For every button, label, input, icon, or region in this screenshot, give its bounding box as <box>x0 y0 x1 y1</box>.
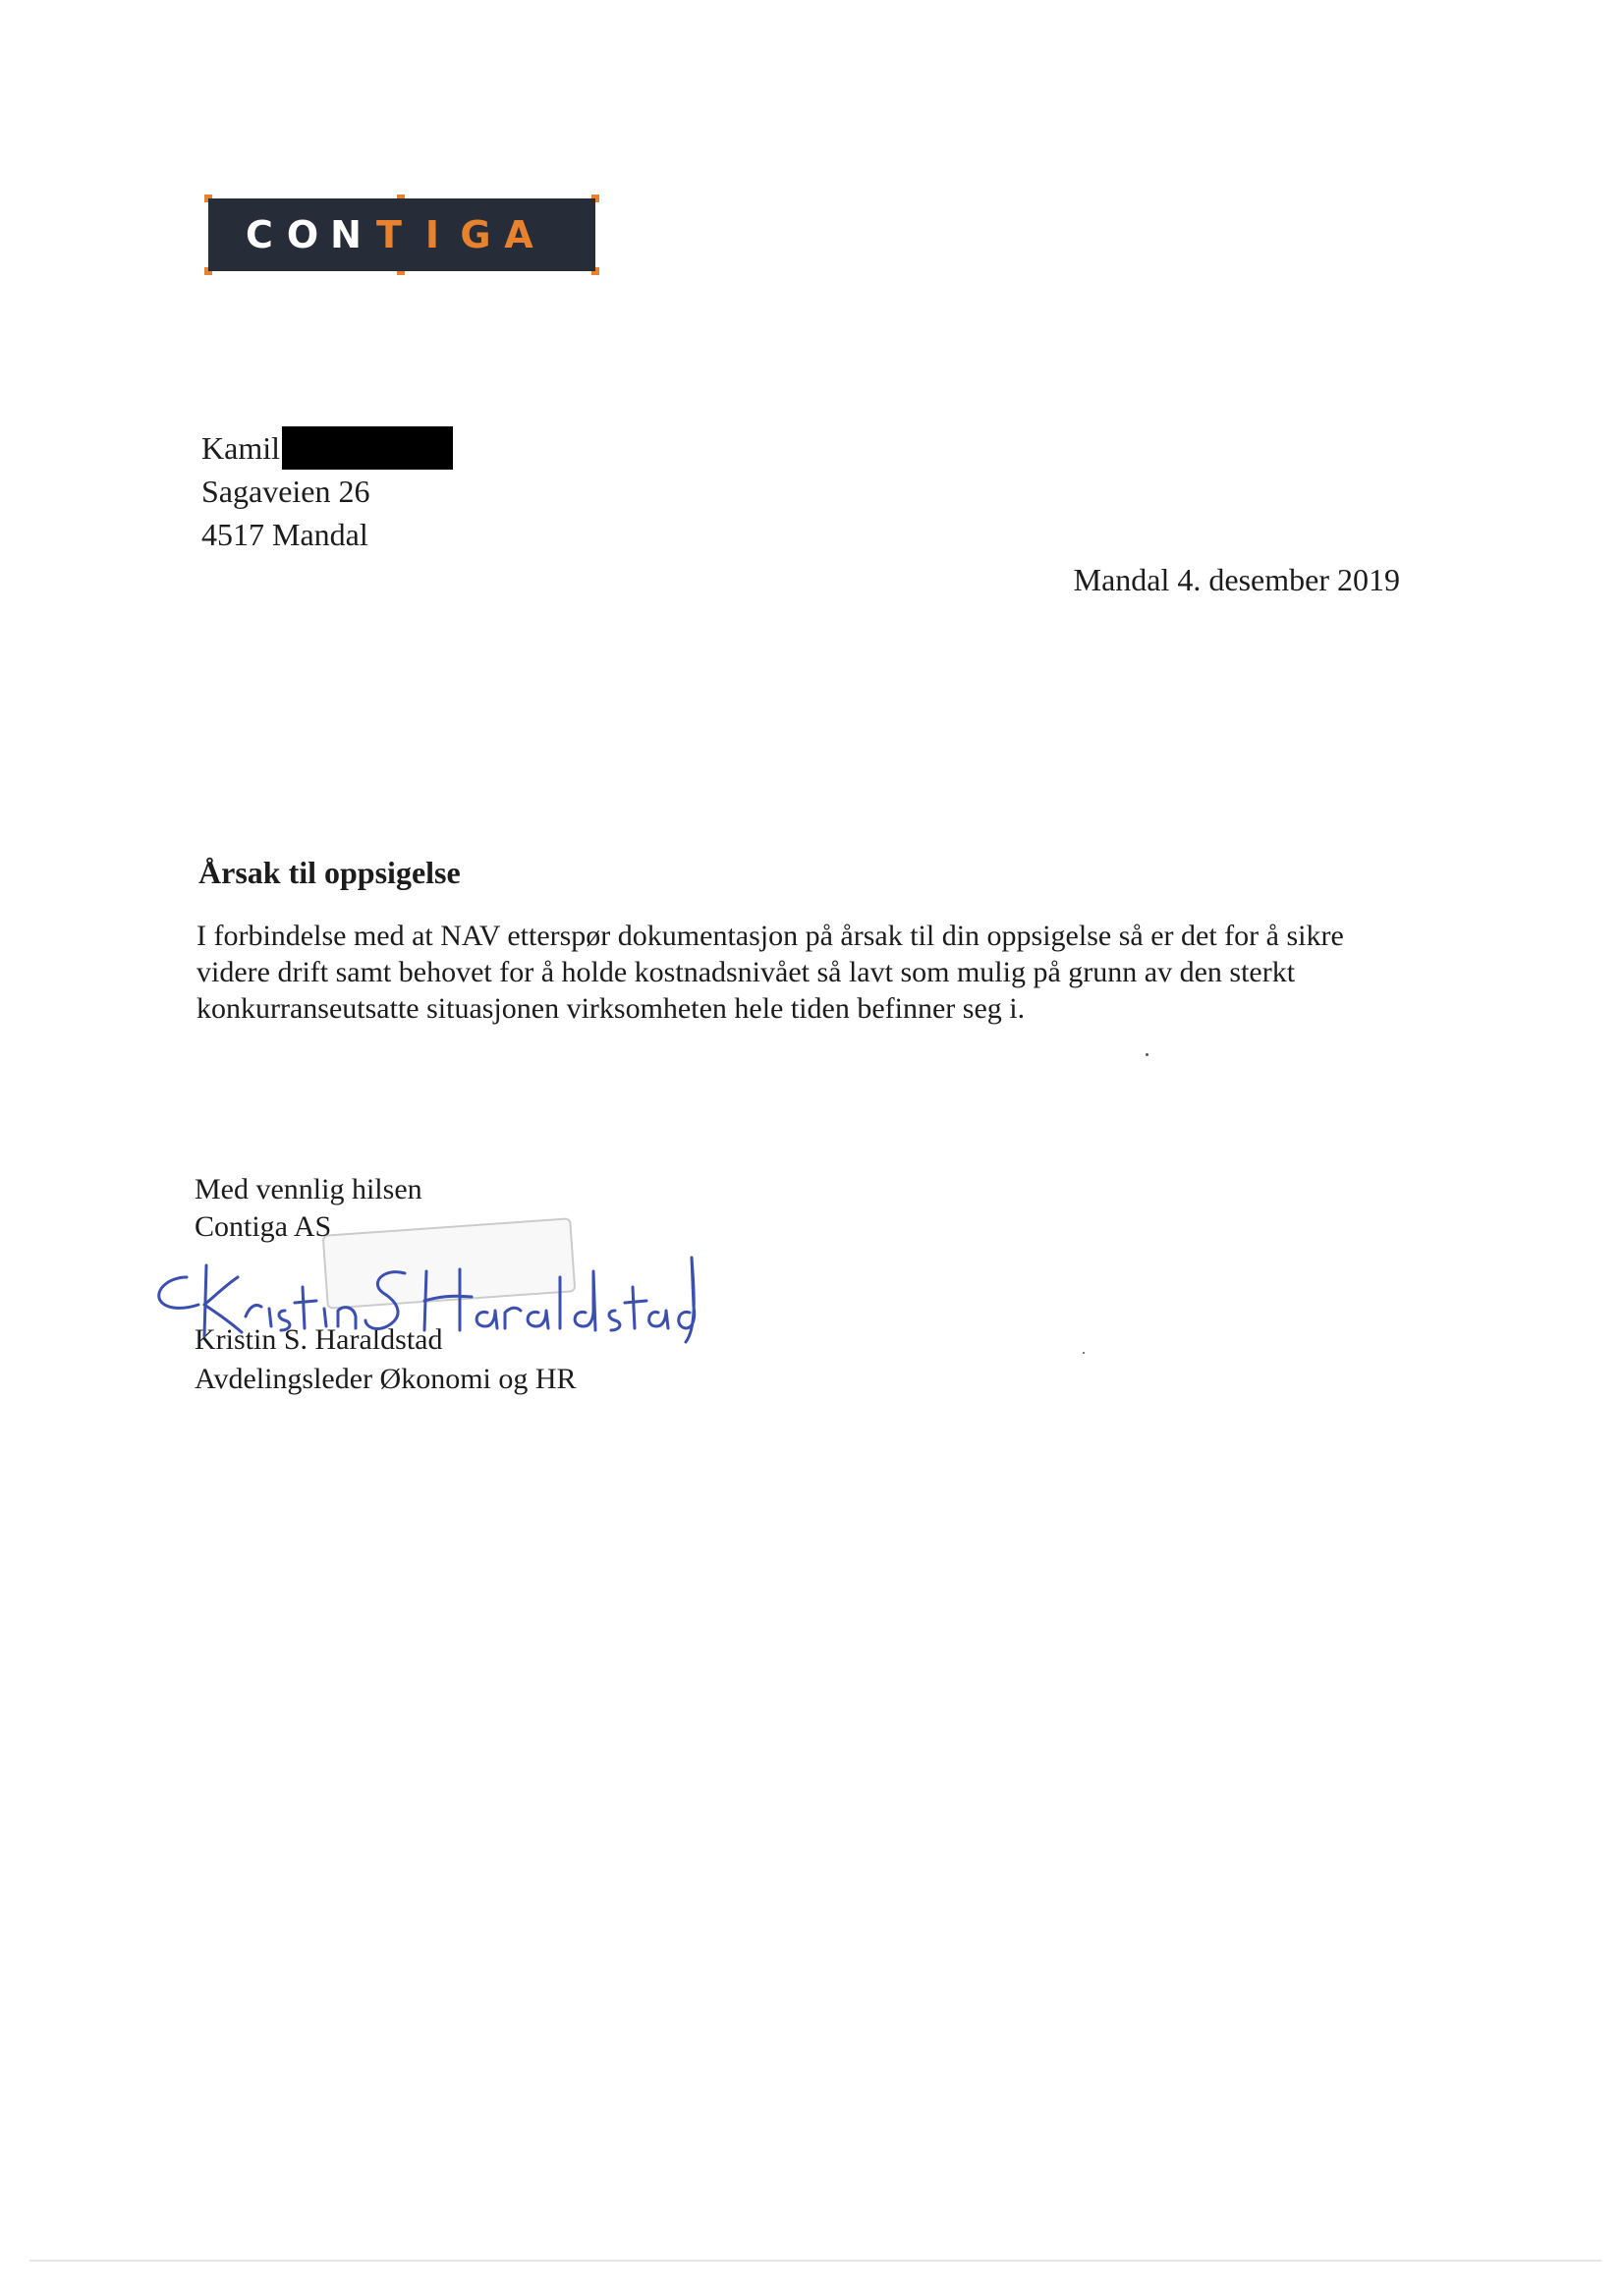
logo-letter: C <box>246 213 273 256</box>
letter-date: Mandal 4. desember 2019 <box>1073 562 1400 597</box>
recipient-name: Kamil <box>201 430 280 466</box>
logo-letter: G <box>460 213 491 256</box>
body-line: videre drift samt behovet for å holde kostnadsnivået så lavt som mulig på grunn av den sterkt <box>196 956 1296 988</box>
signer-title: Avdelingsleder Økonomi og HR <box>195 1363 577 1395</box>
logo-box <box>208 198 595 271</box>
logo-letter: A <box>504 213 533 256</box>
logo-letter: O <box>286 213 319 256</box>
recipient-name-line <box>201 426 453 470</box>
handwritten-signature <box>147 1248 698 1356</box>
body-line: konkurranseutsatte situasjonen virksomheten hele tiden befinner seg i. <box>196 992 1026 1025</box>
logo-letter: I <box>424 213 440 256</box>
page-edge-shadow <box>29 2260 1601 2262</box>
closing-company: Contiga AS <box>195 1210 332 1243</box>
logo-letter: T <box>376 213 402 256</box>
recipient-street: Sagaveien 26 <box>201 474 370 509</box>
letter-subject: Årsak til oppsigelse <box>198 855 461 890</box>
scan-speck <box>1083 1352 1085 1354</box>
recipient-city: 4517 Mandal <box>201 517 368 552</box>
logo-wordmark <box>238 213 540 256</box>
signer-name: Kristin S. Haraldstad <box>195 1323 443 1356</box>
scan-speck <box>1146 1053 1148 1056</box>
letter-body <box>196 918 1395 1027</box>
body-line: I forbindelse med at NAV etterspør dokumentasjon på årsak til din oppsigelse så er det for å sikre <box>196 920 1344 952</box>
closing-greeting: Med vennlig hilsen <box>195 1173 422 1205</box>
redaction-bar <box>282 426 453 470</box>
company-logo <box>204 195 599 275</box>
logo-letter: N <box>330 213 362 256</box>
recipient-address <box>201 426 453 556</box>
